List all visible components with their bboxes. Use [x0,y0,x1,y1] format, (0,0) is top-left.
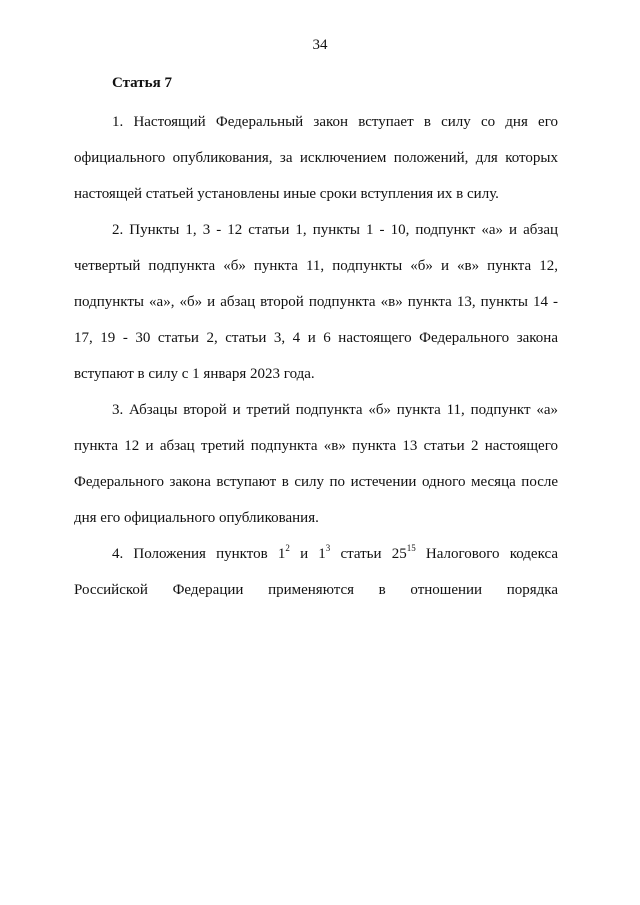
superscript-3: 3 [325,543,331,553]
page-number: 34 [312,37,328,53]
paragraph-3: 3. Абзацы второй и третий подпункта «б» пункта 11, подпункт «а» пункта 12 и абзац третий подпункта «в» пункта 13 статьи 2 настоящего Федерального закона вступают в силу по истечении одного месяца после дня его официального опубликования. [74,402,558,526]
paragraph-4-text-2: и 1 [289,546,326,562]
article-heading: Статья 7 [112,75,172,91]
paragraph-4-text-4: Налогового кодекса Российской Федерации применяются в отношении порядка [74,546,558,598]
superscript-15: 15 [406,543,416,553]
paragraph-4-text-1: 4. Положения пунктов 1 [112,546,286,562]
article-body [74,104,558,608]
paragraph-4 [74,536,558,608]
paragraph-4-text-3: статьи 25 [330,546,407,562]
superscript-2: 2 [285,543,290,553]
paragraph-2: 2. Пункты 1, 3 - 12 статьи 1, пункты 1 - 10, подпункт «а» и абзац четвертый подпункта «б» пункта 11, подпункты «б» и «в» пункта 12, подпункты «а», «б» и абзац второй подпункта «в» пункта 13, пункты 14 - 17, 19 - 30 статьи 2, статьи 3, 4 и 6 настоящего Федерального закона вступают в силу с 1 января 2023 года. [74,222,558,382]
paragraph-1: 1. Настоящий Федеральный закон вступает в силу со дня его официального опубликования, за исключением положений, для которых настоящей статьей установлены иные сроки вступления их в силу. [74,114,558,202]
